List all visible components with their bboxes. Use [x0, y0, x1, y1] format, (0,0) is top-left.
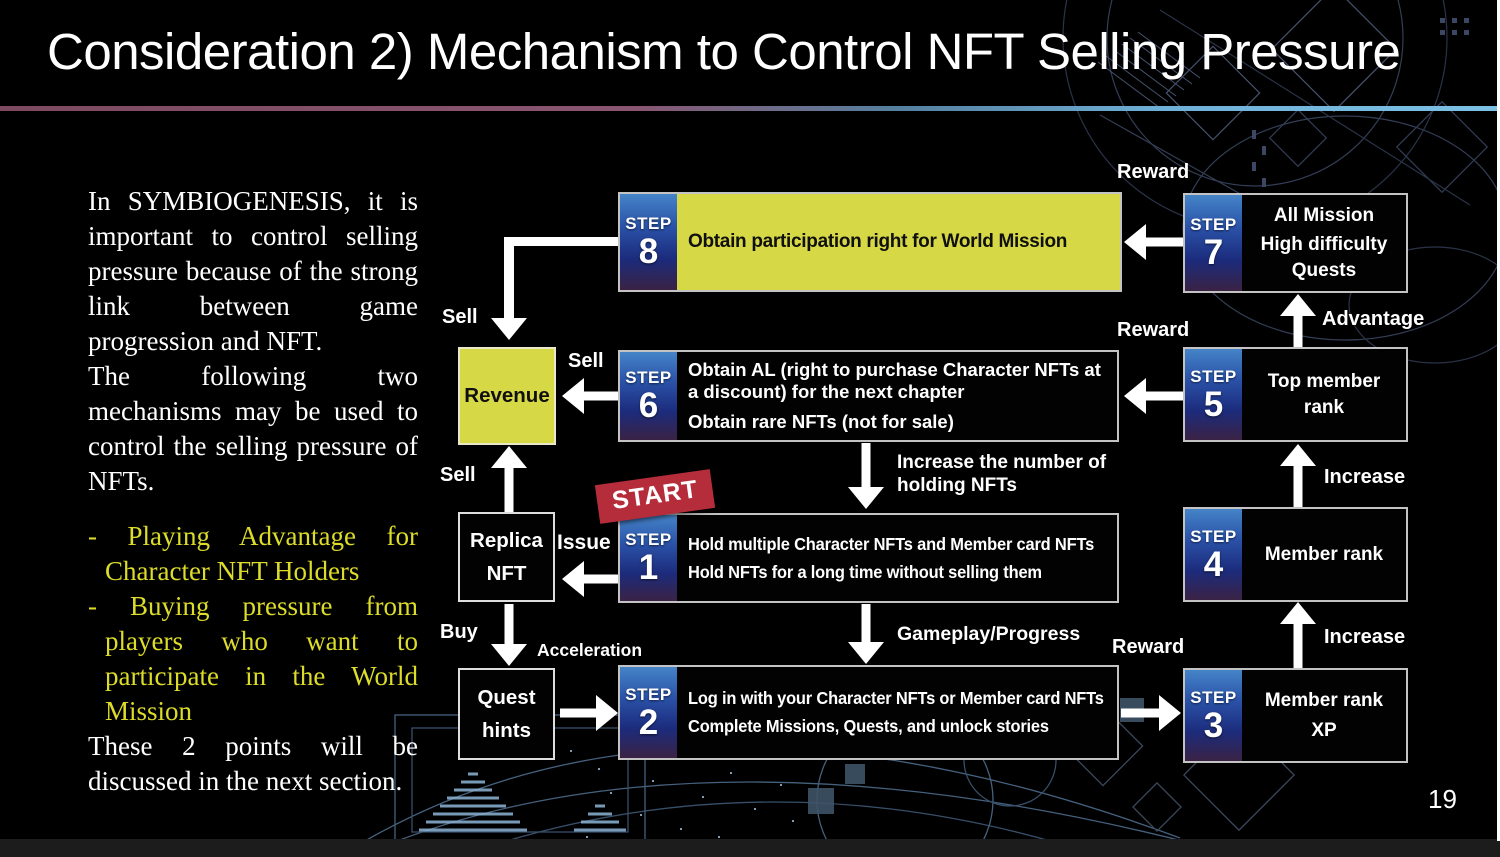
- step-label: STEP: [1190, 687, 1237, 707]
- step-label: STEP: [1190, 215, 1237, 234]
- step2-tab: [620, 667, 677, 758]
- label-reward-top: Reward: [1117, 161, 1190, 183]
- step3-line1: Member rank: [1264, 689, 1384, 711]
- arrow-shape: [1124, 378, 1183, 414]
- step-number: 6: [638, 386, 659, 425]
- revenue-box: [458, 347, 556, 445]
- issue-arrow-icon: [562, 561, 618, 597]
- intro-paragraph-2: The following two mechanisms may be used to control the selling pressure of NFTs.: [88, 361, 418, 496]
- quest-hints-box: [458, 668, 555, 760]
- increase-arrow-bottom-icon: [1280, 602, 1316, 668]
- step4-text: Member rank: [1264, 543, 1384, 565]
- label-increase-bottom: Increase: [1324, 626, 1406, 648]
- slide-title: Consideration 2) Mechanism to Control NFT Selling Pressure: [47, 23, 1401, 80]
- step6-box: [618, 350, 1119, 442]
- label-sell-mid: Sell: [568, 350, 604, 372]
- step5-text: Top member rank: [1267, 370, 1381, 418]
- step-number: 4: [1203, 544, 1224, 584]
- step-label: STEP: [1190, 366, 1237, 386]
- label-reward-bottom: Reward: [1112, 636, 1185, 658]
- intro-paragraph-1: In SYMBIOGENESIS, it is important to control selling pressure because of the strong link between game progression and NFT.: [88, 186, 418, 356]
- page-number: 19: [1428, 784, 1457, 814]
- step4-box: [1183, 507, 1408, 602]
- start-badge: START: [595, 469, 716, 524]
- closing-text: These 2 points will be discussed in the next section.: [88, 731, 418, 796]
- arrow-shape: [1124, 224, 1183, 260]
- step-label: STEP: [625, 530, 672, 549]
- arrow-shape: [1280, 294, 1316, 347]
- title-divider: [0, 106, 1497, 111]
- advantage-arrow-icon: [1280, 294, 1316, 347]
- step-label: STEP: [625, 368, 672, 387]
- step1-line1: Hold multiple Character NFTs and Member card NFTs: [688, 533, 1095, 554]
- step-label: STEP: [625, 214, 672, 233]
- acceleration-arrow-icon: [560, 695, 618, 731]
- replica-nft-box: [458, 512, 555, 602]
- step5-box: [1183, 347, 1408, 442]
- label-sell-top: Sell: [442, 306, 478, 328]
- step2-box: [618, 665, 1119, 760]
- replica-line2: NFT: [486, 562, 527, 585]
- label-gameplay: Gameplay/Progress: [897, 623, 1081, 645]
- sell-elbow-arrow-icon: [490, 236, 618, 340]
- quest-line1: Quest: [477, 685, 536, 709]
- arrow-shape: [562, 378, 618, 414]
- step-label: STEP: [625, 684, 672, 704]
- step-number: 7: [1203, 233, 1224, 272]
- replica-line1: Replica: [470, 528, 543, 552]
- step7-line2: High difficulty Quests: [1260, 234, 1388, 281]
- step-number: 5: [1203, 384, 1224, 424]
- step3-line2: XP: [1311, 719, 1337, 741]
- arrow-shape: [491, 237, 618, 340]
- label-sell-bottom: Sell: [440, 464, 476, 486]
- step6-tab: [620, 352, 677, 440]
- step3-tab: [1185, 670, 1242, 761]
- step1-box: [618, 513, 1119, 603]
- reward-arrow-mid-icon: [1124, 378, 1183, 414]
- step-number: 8: [638, 232, 659, 271]
- step8-text: Obtain participation right for World Mission: [688, 231, 1068, 252]
- bullet-item: - Buying pressure from players who want to participate in the World Mission: [88, 591, 418, 726]
- reward-arrow-top-icon: [1124, 224, 1183, 260]
- step4-tab: [1185, 509, 1242, 600]
- arrow-shape: [560, 695, 618, 731]
- gameplay-arrow-icon: [848, 604, 884, 664]
- step7-tab: [1185, 195, 1242, 291]
- label-buy: Buy: [440, 621, 478, 643]
- step-number: 3: [1203, 705, 1224, 745]
- arrow-shape: [1280, 444, 1316, 507]
- buy-arrow-icon: [491, 604, 527, 666]
- arrow-shape: [848, 443, 884, 509]
- intro-text: [88, 184, 418, 799]
- step6-line1: Obtain AL (right to purchase Character NFTs at a discount) for the next chapter: [688, 358, 1101, 403]
- quest-line2: hints: [482, 719, 531, 742]
- arrow-shape: [491, 446, 527, 512]
- label-increase-top: Increase: [1324, 466, 1406, 488]
- step7-line1: All Mission: [1273, 204, 1375, 226]
- label-acceleration: Acceleration: [537, 640, 643, 660]
- bottom-bar: [0, 839, 1500, 857]
- step5-tab: [1185, 349, 1242, 440]
- step8-box: [618, 192, 1122, 292]
- step7-box: [1183, 193, 1408, 293]
- step6-line2: Obtain rare NFTs (not for sale): [688, 410, 954, 432]
- label-issue: Issue: [557, 531, 611, 554]
- arrow-shape: [562, 561, 618, 597]
- step-number: 2: [638, 702, 659, 742]
- step2-line2: Complete Missions, Quests, and unlock stories: [688, 716, 1049, 736]
- step1-line2: Hold NFTs for a long time without selling them: [688, 561, 1042, 582]
- arrow-shape: [1280, 602, 1316, 668]
- step-label: STEP: [1190, 526, 1237, 546]
- label-increase-holding: Increase the number of holding NFTs: [897, 452, 1107, 496]
- sell-up-arrow-icon: [491, 446, 527, 512]
- holding-nfts-arrow-icon: [848, 443, 884, 509]
- step8-tab: [620, 194, 677, 290]
- step1-tab: [620, 515, 677, 601]
- label-advantage: Advantage: [1322, 308, 1425, 330]
- arrow-shape: [848, 604, 884, 664]
- increase-arrow-top-icon: [1280, 444, 1316, 507]
- bullet-list: [88, 519, 418, 729]
- step3-box: [1183, 668, 1408, 763]
- step2-line1: Log in with your Character NFTs or Member card NFTs: [688, 688, 1104, 708]
- step-number: 1: [638, 548, 659, 587]
- label-reward-mid: Reward: [1117, 319, 1190, 341]
- arrow-shape: [491, 604, 527, 666]
- revenue-label: Revenue: [464, 384, 550, 408]
- sell-left-arrow-icon: [562, 378, 618, 414]
- bullet-item: - Playing Advantage for Character NFT Holders: [88, 521, 418, 586]
